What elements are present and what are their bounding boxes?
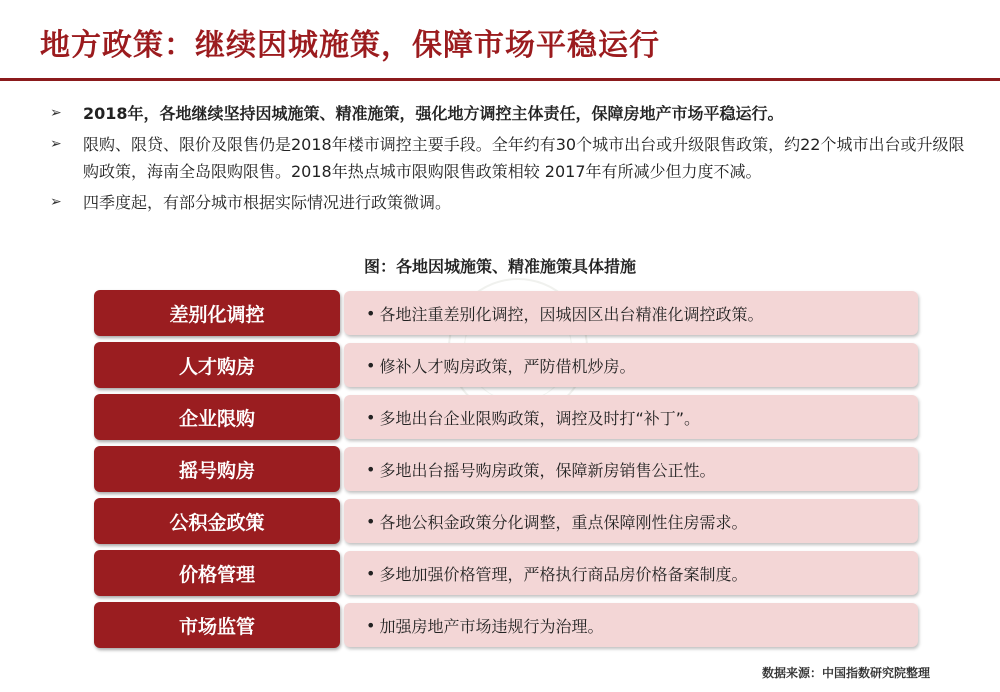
measure-description	[344, 291, 918, 335]
data-source-note: 数据来源：中国指数研究院整理	[761, 666, 930, 680]
bullet-item	[50, 189, 980, 216]
bullet-dot-icon: •	[366, 563, 376, 583]
measure-row	[94, 498, 920, 544]
measure-description-text: 多地加强价格管理，严格执行商品房价格备案制度。	[379, 564, 748, 584]
measure-description	[344, 395, 918, 439]
measure-row	[94, 290, 920, 336]
bullet-dot-icon: •	[366, 355, 376, 375]
measure-label: 价格管理	[94, 550, 340, 596]
measure-row	[94, 342, 920, 388]
bullet-dot-icon: •	[366, 615, 376, 635]
title-divider	[0, 78, 1000, 81]
measure-description	[344, 499, 918, 543]
bullet-dot-icon: •	[366, 459, 376, 479]
measure-description	[344, 551, 918, 595]
measure-label: 企业限购	[94, 394, 340, 440]
measure-description	[344, 447, 918, 491]
bullet-dot-icon: •	[366, 407, 376, 427]
measure-row	[94, 550, 920, 596]
measure-label: 人才购房	[94, 342, 340, 388]
arrow-bullet-icon: ➢	[50, 105, 62, 121]
bullet-item	[50, 131, 980, 185]
measure-description-text: 加强房地产市场违规行为治理。	[379, 616, 604, 636]
bullet-text: 四季度起，有部分城市根据实际情况进行政策微调。	[83, 193, 452, 212]
bullet-dot-icon: •	[366, 511, 376, 531]
measures-table	[94, 290, 920, 654]
measure-description-text: 修补人才购房政策，严防借机炒房。	[379, 356, 636, 376]
arrow-bullet-icon: ➢	[50, 136, 62, 152]
measure-description-text: 多地出台摇号购房政策，保障新房销售公正性。	[379, 460, 716, 480]
figure-caption: 图：各地因城施策、精准施策具体措施	[363, 257, 636, 276]
measure-description	[344, 343, 918, 387]
measure-row	[94, 602, 920, 648]
measure-description-text: 各地公积金政策分化调整，重点保障刚性住房需求。	[379, 512, 748, 532]
measure-description-text: 多地出台企业限购政策，调控及时打“补丁”。	[379, 408, 701, 428]
page-title: 地方政策：继续因城施策，保障市场平稳运行	[40, 28, 660, 63]
measure-description	[344, 603, 918, 647]
measure-row	[94, 446, 920, 492]
bullet-dot-icon: •	[366, 303, 376, 323]
measure-label: 市场监管	[94, 602, 340, 648]
bullet-text: 限购、限贷、限价及限售仍是2018年楼市调控主要手段。全年约有30个城市出台或升级限售政策，约22个城市出台或升级限购政策，海南全岛限购限售。2018年热点城市限购限售政策相较 2017年有所减少但力度不减。	[83, 135, 965, 181]
bullet-item	[50, 100, 980, 127]
measure-label: 差别化调控	[94, 290, 340, 336]
bullet-list	[50, 100, 980, 220]
measure-row	[94, 394, 920, 440]
measure-description-text: 各地注重差别化调控，因城因区出台精准化调控政策。	[379, 304, 764, 324]
measure-label: 摇号购房	[94, 446, 340, 492]
bullet-text: 2018年，各地继续坚持因城施策、精准施策，强化地方调控主体责任，保障房地产市场平稳运行。	[83, 104, 784, 123]
arrow-bullet-icon: ➢	[50, 194, 62, 210]
measure-label: 公积金政策	[94, 498, 340, 544]
